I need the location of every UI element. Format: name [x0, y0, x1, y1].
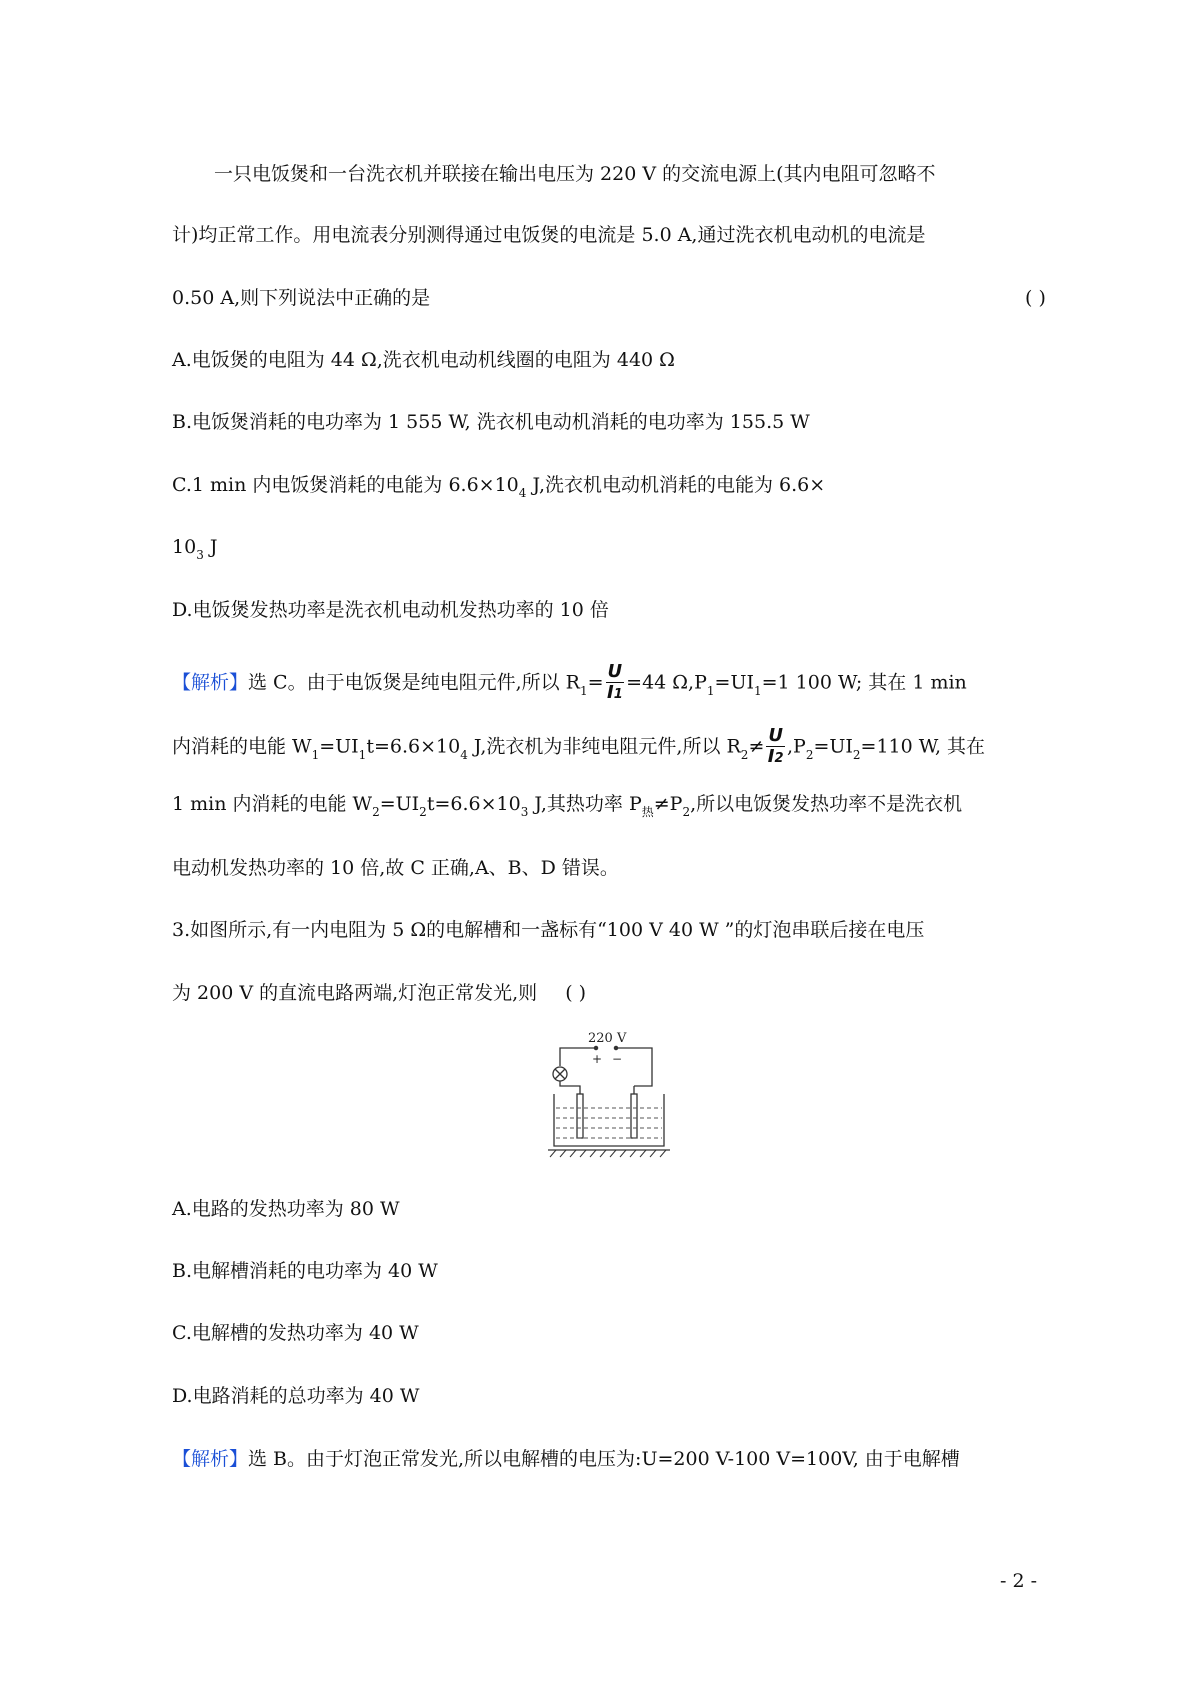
fraction-numerator: U	[607, 661, 623, 682]
q2-analysis-text: =44 Ω,P	[626, 671, 707, 694]
q3-stem-line-2	[172, 980, 586, 1006]
q2-analysis-text: =110 W, 其在	[860, 735, 986, 758]
figure-plus-sign: +	[592, 1052, 603, 1066]
figure-voltage-label: 220 V	[588, 1031, 627, 1046]
q2-stem-line-3: 0.50 A,则下列说法中正确的是	[172, 287, 431, 309]
q2-analysis-text: ≠P	[653, 793, 683, 815]
q3-option-a: A.电路的发热功率为 80 W	[172, 1198, 400, 1220]
q2-option-c-text-4: J	[203, 536, 218, 558]
q2-analysis-text: =UI	[813, 735, 853, 758]
subscript: 2	[740, 747, 749, 762]
q2-option-b: B.电饭煲消耗的电功率为 1 555 W, 洗衣机电动机消耗的电功率为 155.5 W	[172, 411, 810, 433]
not-equal-sign: ≠	[748, 735, 765, 758]
q2-analysis-text: 选 C。由于电饭煲是纯电阻元件,所以 R	[248, 671, 580, 694]
subscript: 1	[579, 683, 588, 698]
q2-option-c-text-1: C.1 min 内电饭煲消耗的电能为 6.6×10	[172, 474, 519, 496]
q2-stem-line-2: 计)均正常工作。用电流表分别测得通过电饭煲的电流是 5.0 A,通过洗衣机电动机的电流是	[172, 224, 926, 246]
q2-analysis-text: 内消耗的电能 W	[172, 735, 312, 758]
q3-stem-line-1: 3.如图所示,有一内电阻为 5 Ω的电解槽和一盏标有“100 V 40 W ”的灯泡串联后接在电压	[172, 919, 925, 941]
q3-analysis-line-1	[172, 1446, 960, 1472]
fraction-denominator-symbol: I	[767, 746, 775, 767]
q3-answer-bracket: ( )	[565, 982, 587, 1004]
fraction-denominator-symbol: I	[606, 682, 614, 703]
exponent: 3	[520, 805, 529, 819]
q2-analysis-line-2	[172, 726, 985, 769]
fraction-denominator	[606, 683, 625, 705]
q2-option-d: D.电饭煲发热功率是洗衣机电动机发热功率的 10 倍	[172, 599, 609, 621]
q2-stem-line-1: 一只电饭煲和一台洗衣机并联接在输出电压为 220 V 的交流电源上(其内电阻可忽略不	[214, 163, 936, 185]
q2-answer-bracket: ( )	[1025, 287, 1046, 309]
q2-analysis-line-4: 电动机发热功率的 10 倍,故 C 正确,A、B、D 错误。	[172, 857, 619, 879]
q2-option-c-text-3: 10	[172, 536, 197, 558]
q2-analysis-text: =UI	[379, 793, 420, 815]
q3-option-d: D.电路消耗的总功率为 40 W	[172, 1385, 420, 1407]
fraction-denominator-sub: 2	[774, 751, 784, 766]
fraction-denominator	[766, 747, 785, 769]
q2-option-c-text-2: J,洗衣机电动机消耗的电能为 6.6×	[526, 474, 826, 496]
q2-option-c-line-1	[172, 472, 825, 500]
q2-analysis-text: J,其热功率 P	[528, 793, 642, 815]
subscript: 2	[372, 805, 380, 819]
subscript: 2	[805, 747, 814, 762]
q2-analysis-text: t=6.6×10	[366, 735, 461, 758]
q2-analysis-text: ,所以电饭煲发热功率不是洗衣机	[690, 793, 963, 815]
electrolytic-cell-circuit-diagram	[548, 1030, 676, 1160]
q2-analysis-text: =1 100 W; 其在 1 min	[761, 671, 967, 694]
subscript: 2	[682, 805, 691, 819]
q2-analysis-line-3	[172, 791, 962, 819]
exponent: 4	[460, 747, 468, 762]
q2-option-c-exponent-2: 3	[196, 548, 204, 562]
q2-analysis-text: ,P	[786, 735, 806, 758]
subscript: 2	[419, 805, 427, 819]
subscript: 2	[852, 747, 861, 762]
page-number: - 2 -	[1000, 1570, 1038, 1592]
q3-option-c: C.电解槽的发热功率为 40 W	[172, 1322, 419, 1344]
q2-option-c-line-2	[172, 534, 217, 562]
figure-minus-sign: −	[612, 1052, 623, 1066]
q2-analysis-text: t=6.6×10	[426, 793, 521, 815]
fraction-u-over-i1	[606, 662, 625, 705]
q2-analysis-text: 1 min 内消耗的电能 W	[172, 793, 373, 815]
subscript: 1	[753, 683, 762, 698]
subscript: 热	[641, 805, 654, 819]
subscript: 1	[358, 747, 367, 762]
fraction-u-over-i2	[766, 726, 785, 769]
q3-analysis-tag: 【解析】	[172, 1448, 249, 1470]
q2-analysis-tag: 【解析】	[172, 671, 249, 694]
q2-analysis-line-1	[172, 662, 967, 705]
fraction-denominator-sub: 1	[613, 687, 623, 702]
q2-option-a: A.电饭煲的电阻为 44 Ω,洗衣机电动机线圈的电阻为 440 Ω	[172, 349, 675, 371]
equals: =	[587, 671, 604, 694]
q2-analysis-text: J,洗衣机为非纯电阻元件,所以 R	[467, 735, 741, 758]
subscript: 1	[706, 683, 715, 698]
q2-analysis-text: =UI	[319, 735, 359, 758]
subscript: 1	[311, 747, 320, 762]
q2-analysis-text: =UI	[714, 671, 754, 694]
q3-option-b: B.电解槽消耗的电功率为 40 W	[172, 1260, 438, 1282]
q3-analysis-text: 选 B。由于灯泡正常发光,所以电解槽的电压为:U=200 V-100 V=100V, 由于电解槽	[248, 1448, 960, 1470]
q2-option-c-exponent-1: 4	[518, 486, 527, 500]
fraction-numerator: U	[768, 725, 783, 746]
q3-stem-text: 为 200 V 的直流电路两端,灯泡正常发光,则	[172, 982, 538, 1004]
